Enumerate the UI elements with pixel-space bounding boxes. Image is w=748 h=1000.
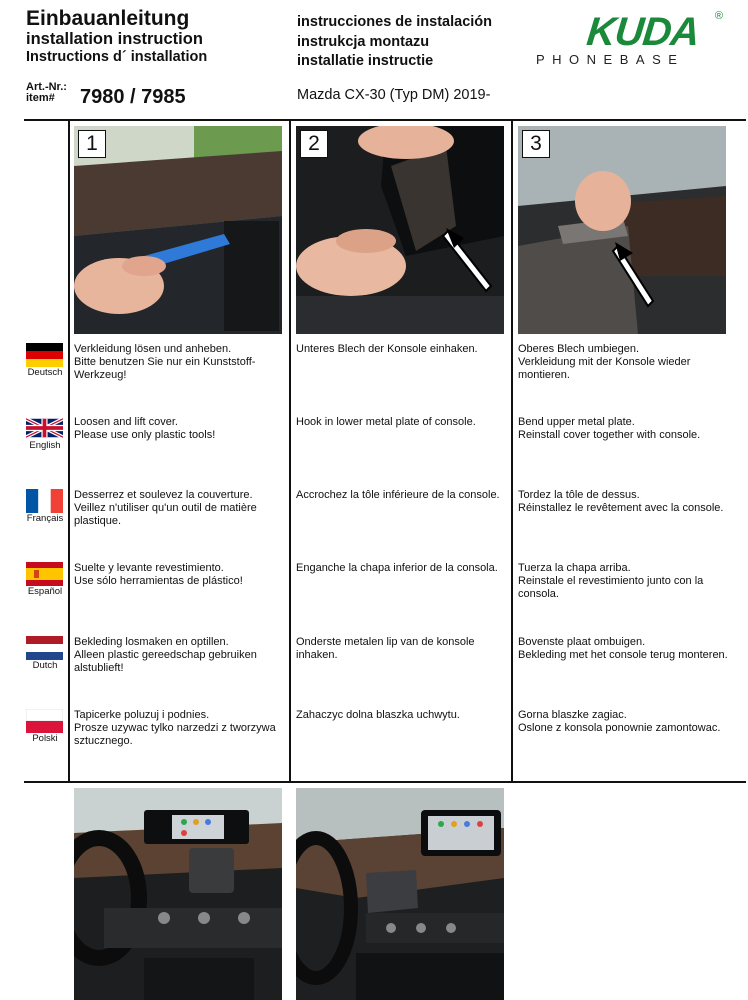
- step-number-3: 3: [522, 130, 550, 158]
- result-photo-2: [296, 788, 504, 1000]
- flag-uk-icon: [26, 416, 63, 440]
- instruction-step-1: Verkleidung lösen und anheben. Bitte benutzen Sie nur ein Kunststoff-Werkzeug!: [74, 343, 256, 381]
- step-number-2: 2: [300, 130, 328, 158]
- instruction-step-2: Zahaczyc dolna blaszka uchwytu.: [296, 709, 460, 721]
- language-label: Polski: [32, 733, 58, 744]
- instruction-step-2: Accrochez la tôle inférieure de la console.: [296, 489, 500, 501]
- instruction-step-1: Bekleding losmaken en optillen. Alleen plastic gereedschap gebruiken alstublieft!: [74, 636, 257, 674]
- flag-poland-icon: [26, 709, 63, 733]
- language-label: Français: [26, 513, 64, 524]
- column-divider-1: [68, 120, 70, 782]
- step-photo-1: [74, 126, 282, 334]
- step-number-1: 1: [78, 130, 106, 158]
- table-bottom-line: [24, 781, 746, 783]
- title-polish: instrukcja montazu: [297, 33, 430, 50]
- header-divider: [24, 119, 746, 121]
- instruction-step-2: Enganche la chapa inferior de la consola.: [296, 562, 498, 574]
- article-numbers: 7980 / 7985: [80, 86, 186, 108]
- vehicle-model: Mazda CX-30 (Typ DM) 2019-: [297, 87, 491, 103]
- title-french: Instructions d´ installation: [26, 49, 208, 65]
- flag-france-icon: [26, 489, 63, 513]
- instruction-step-1: Desserrez et soulevez la couverture. Veillez n'utiliser qu'un outil de matière plastique.: [74, 489, 257, 527]
- column-divider-2: [289, 120, 291, 782]
- instruction-step-3: Bovenste plaat ombuigen. Bekleding met het console terug monteren.: [518, 636, 728, 661]
- language-label: Español: [27, 586, 63, 597]
- step-photo-2: [296, 126, 504, 334]
- logo-registered: ®: [714, 10, 723, 22]
- logo-tagline: PHONEBASE: [536, 52, 685, 67]
- language-label: Deutsch: [27, 367, 63, 378]
- instruction-step-3: Tuerza la chapa arriba. Reinstale el revestimiento junto con la consola.: [518, 562, 704, 600]
- instruction-step-1: Loosen and lift cover. Please use only plastic tools!: [74, 416, 216, 441]
- kuda-logo: [536, 10, 723, 72]
- instruction-step-2: Onderste metalen lip van de konsole inhaken.: [296, 636, 475, 661]
- instruction-step-3: Bend upper metal plate. Reinstall cover together with console.: [518, 416, 701, 441]
- flag-germany-icon: [26, 343, 63, 367]
- language-label: English: [29, 440, 61, 451]
- instruction-step-1: Suelte y levante revestimiento. Use sólo herramientas de plástico!: [74, 562, 243, 587]
- title-english: installation instruction: [26, 30, 203, 48]
- language-label: Dutch: [32, 660, 58, 671]
- logo-brand: KUDA: [584, 10, 701, 54]
- title-spanish: instrucciones de instalación: [297, 14, 492, 30]
- flag-spain-icon: [26, 562, 63, 586]
- result-photo-1: [74, 788, 282, 1000]
- column-divider-3: [511, 120, 513, 782]
- title-german: Einbauanleitung: [26, 7, 190, 30]
- step-photo-3: [518, 126, 726, 334]
- instruction-step-3: Gorna blaszke zagiac. Oslone z konsola ponownie zamontowac.: [518, 709, 721, 734]
- article-label: Art.-Nr.: item#: [26, 81, 67, 104]
- title-block-2: [297, 13, 492, 72]
- instruction-step-3: Oberes Blech umbiegen. Verkleidung mit der Konsole wieder montieren.: [518, 343, 691, 381]
- instruction-step-2: Hook in lower metal plate of console.: [296, 416, 476, 428]
- instruction-step-1: Tapicerke poluzuj i podnies. Prosze uzywac tylko narzedzi z tworzywa sztucznego.: [74, 709, 276, 747]
- instruction-step-2: Unteres Blech der Konsole einhaken.: [296, 343, 478, 355]
- title-dutch: installatie instructie: [297, 53, 434, 69]
- title-block: [26, 8, 207, 66]
- flag-netherlands-icon: [26, 636, 63, 660]
- instruction-step-3: Tordez la tôle de dessus. Réinstallez le revêtement avec la console.: [518, 489, 724, 514]
